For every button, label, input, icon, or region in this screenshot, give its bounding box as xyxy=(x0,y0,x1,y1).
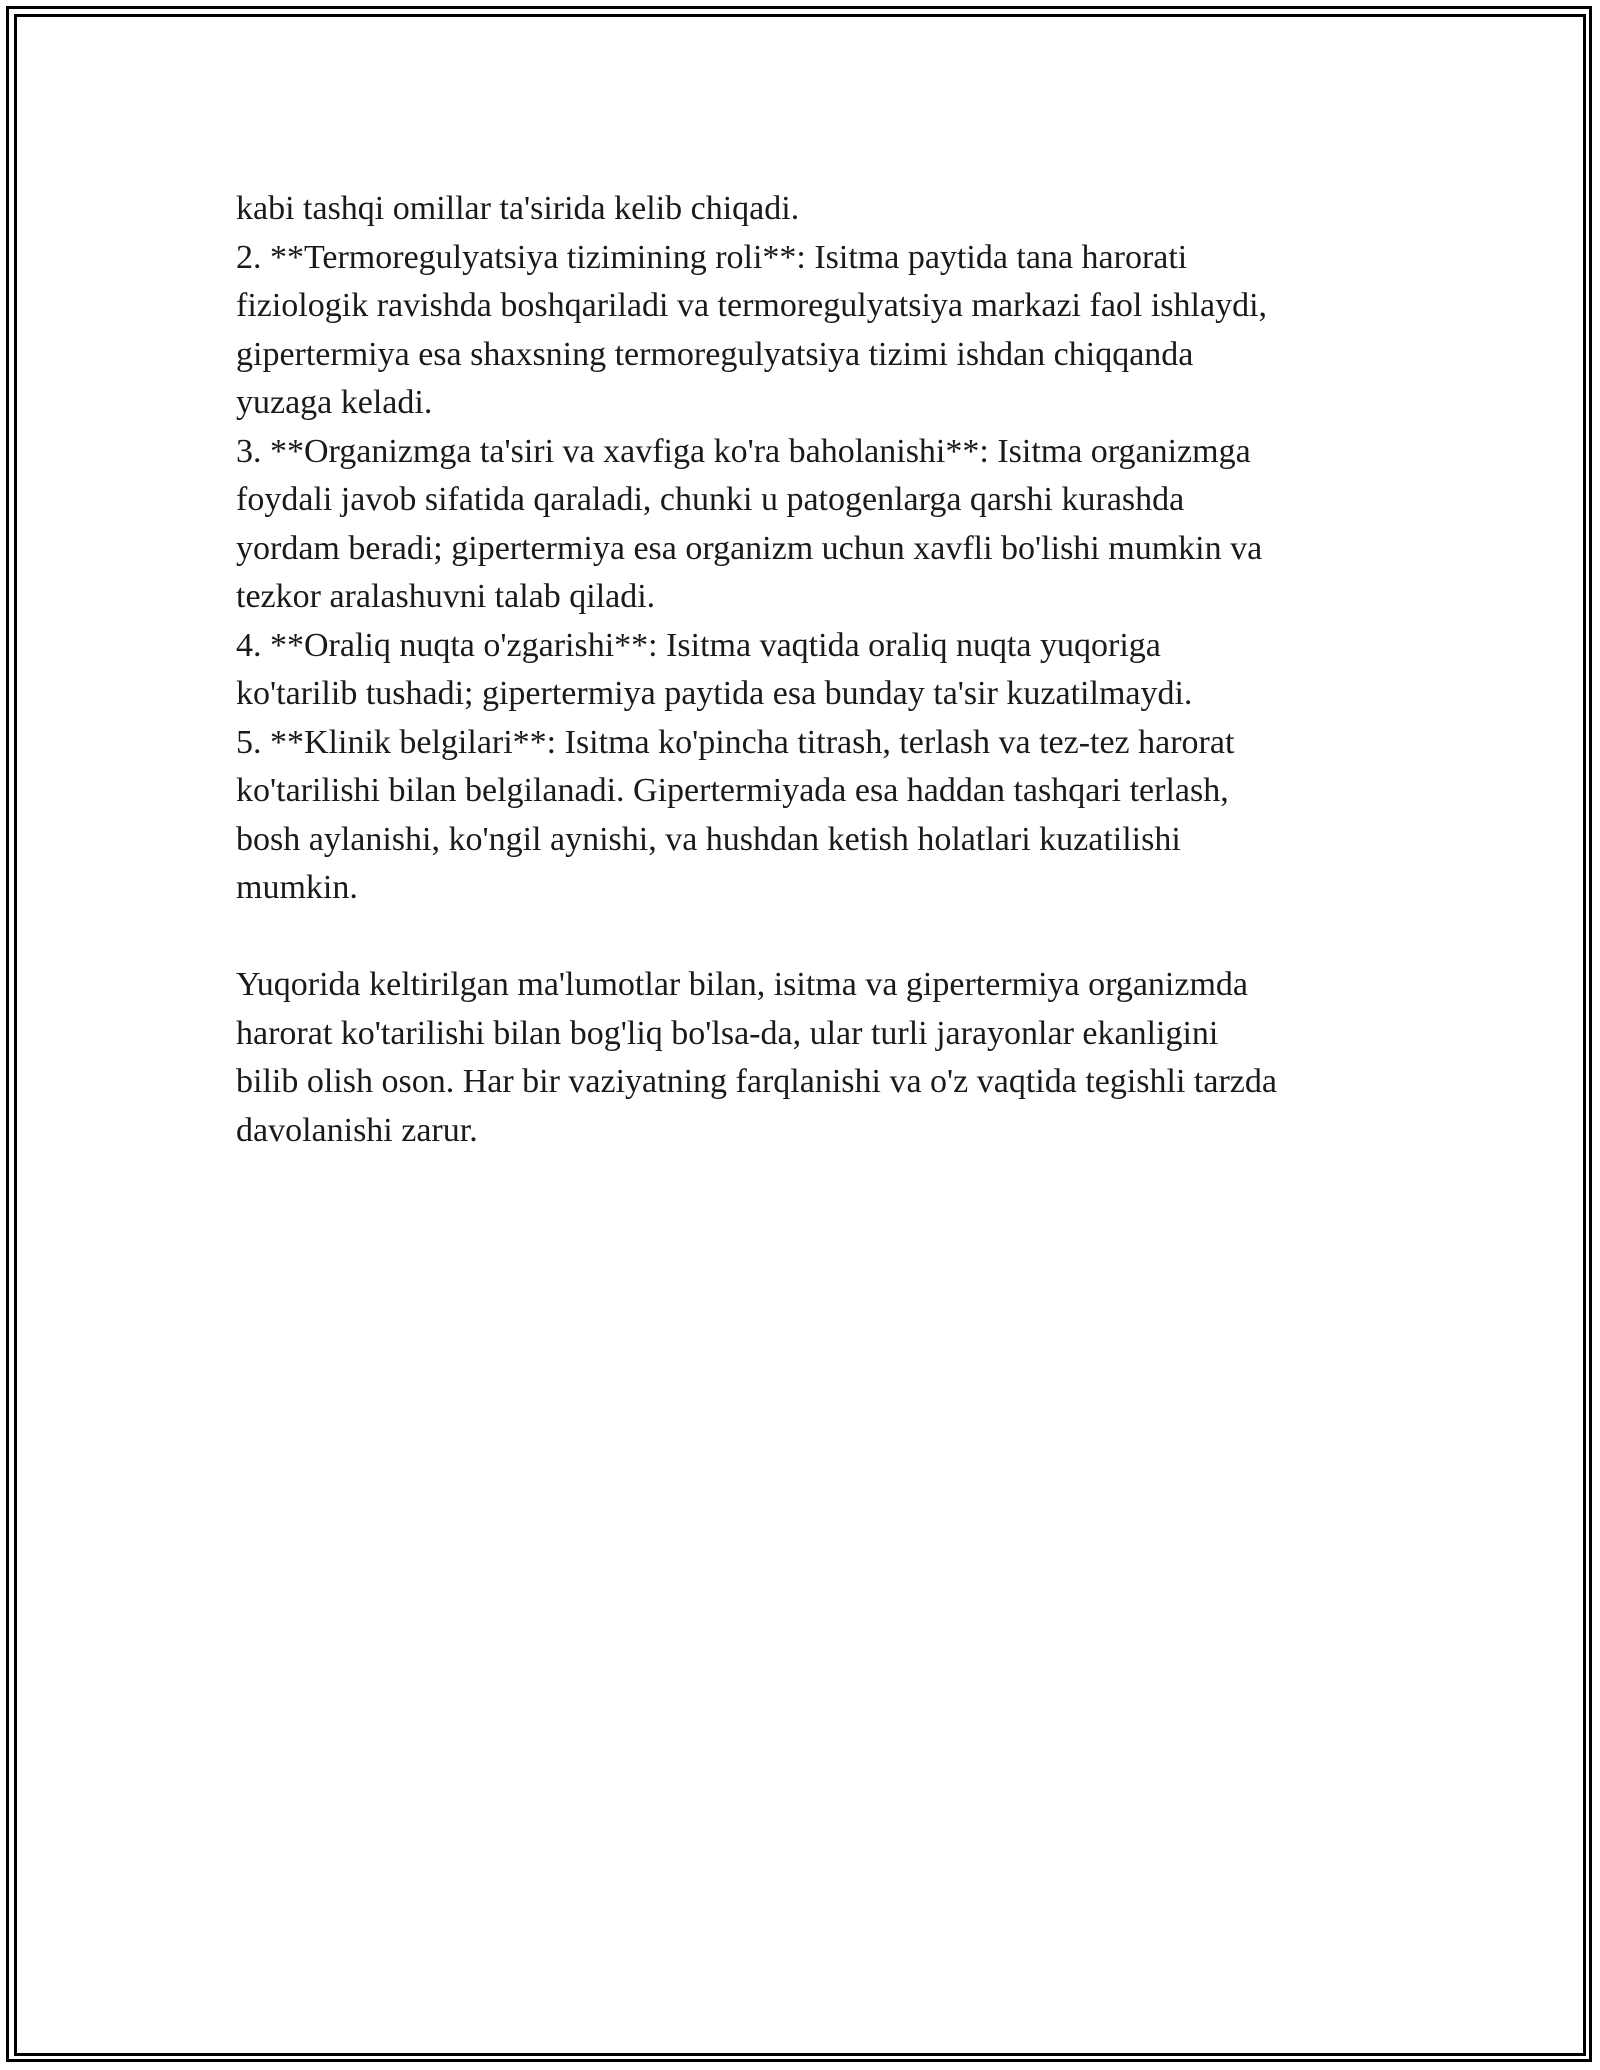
conclusion-line: Yuqorida keltirilgan ma'lumotlar bilan, isitma va gipertermiya organizmda xyxy=(236,966,1248,1003)
text-line: yordam beradi; gipertermiya esa organizm uchun xavfli bo'lishi mumkin va xyxy=(236,529,1263,567)
text-line: foydali javob sifatida qaraladi, chunki u patogenlarga qarshi kurashda xyxy=(236,481,1185,518)
document-body xyxy=(236,185,1386,1155)
text-line: 4. **Oraliq nuqta o'zgarishi**: Isitma vaqtida oraliq nuqta yuqoriga xyxy=(236,626,1161,664)
text-line: mumkin. xyxy=(236,869,358,906)
conclusion-line: davolanishi zarur. xyxy=(236,1111,478,1149)
text-line: 3. **Organizmga ta'siri va xavfiga ko'ra baholanishi**: Isitma organizmga xyxy=(236,432,1251,470)
text-line: yuzaga keladi. xyxy=(236,384,433,421)
conclusion-line: harorat ko'tarilishi bilan bog'liq bo'lsa-da, ular turli jarayonlar ekanligini xyxy=(236,1014,1219,1052)
text-line: fiziologik ravishda boshqariladi va termoregulyatsiya markazi faol ishlaydi, xyxy=(236,287,1268,324)
text-line: gipertermiya esa shaxsning termoregulyatsiya tizimi ishdan chiqqanda xyxy=(236,335,1194,373)
conclusion-line: bilib olish oson. Har bir vaziyatning farqlanishi va o'z vaqtida tegishli tarzda xyxy=(236,1063,1277,1100)
text-line: kabi tashqi omillar ta'sirida kelib chiqadi. xyxy=(236,190,800,227)
paragraph-gap xyxy=(236,913,1386,962)
text-line: ko'tarilib tushadi; gipertermiya paytida esa bunday ta'sir kuzatilmaydi. xyxy=(236,675,1193,712)
text-line: tezkor aralashuvni talab qiladi. xyxy=(236,578,656,615)
text-line: ko'tarilishi bilan belgilanadi. Gipertermiyada esa haddan tashqari terlash, xyxy=(236,772,1229,809)
text-line: 2. **Termoregulyatsiya tizimining roli**: Isitma paytida tana harorati xyxy=(236,238,1188,276)
text-line: 5. **Klinik belgilari**: Isitma ko'pincha titrash, terlash va tez-tez harorat xyxy=(236,723,1235,761)
text-line: bosh aylanishi, ko'ngil aynishi, va hushdan ketish holatlari kuzatilishi xyxy=(236,820,1181,858)
